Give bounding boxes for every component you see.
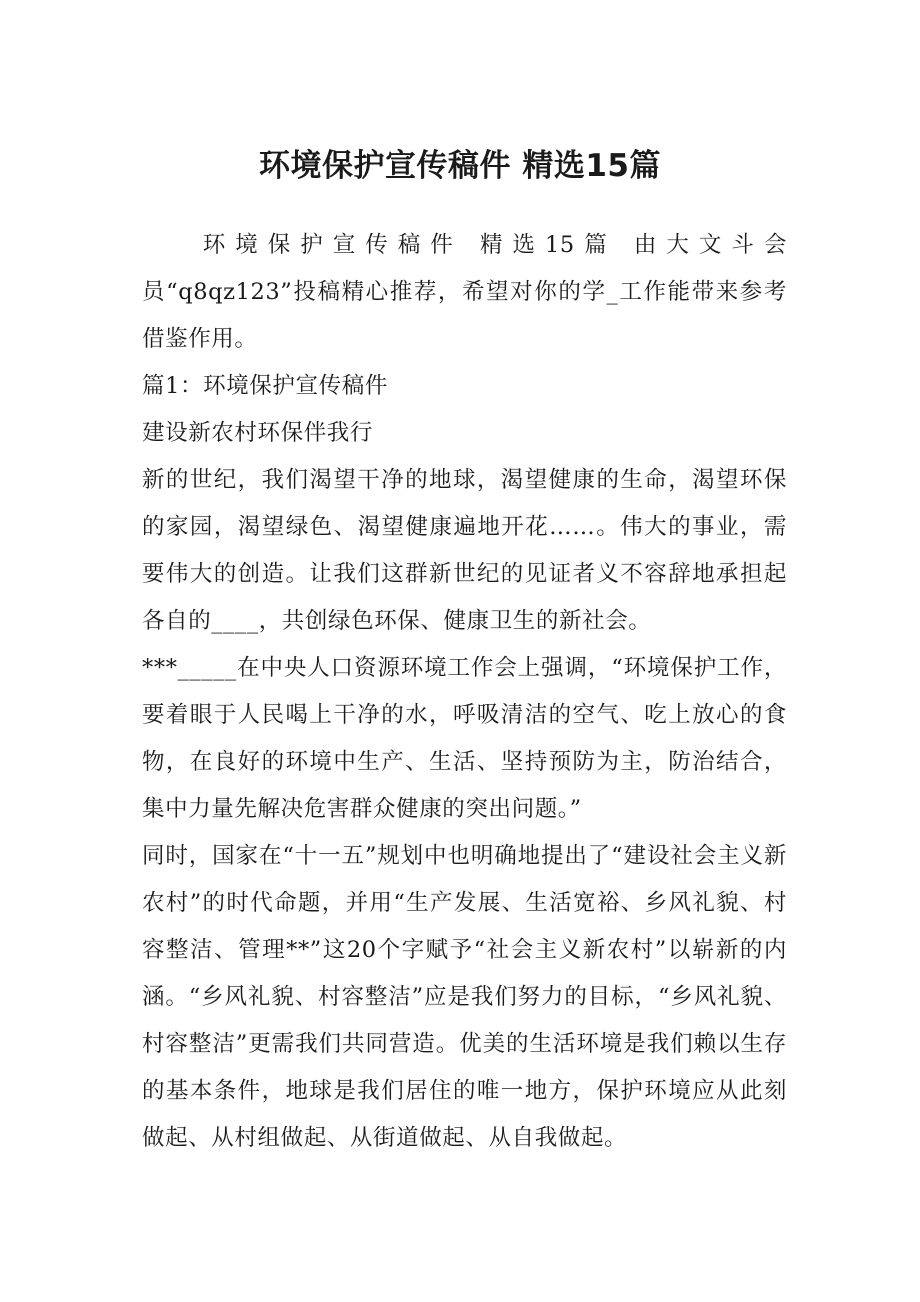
article-subtitle: 建设新农村环保伴我行 — [142, 420, 374, 446]
body-paragraph: 同时，国家在“十一五”规划中也明确地提出了“建设社会主义新农村”的时代命题，并用“生产发展、生活宽裕、乡风礼貌、村容整洁、管理**”这20个字赋予“社会主义新农村”以崭新的内涵。“乡风礼貌、村容整洁”应是我们努力的目标，“乡风礼貌、村容整洁”更需我们共同营造。优美的生活环境是我们赖以生存的基本条件，地球是我们居住的唯一地方，保护环境应从此刻做起、从村组做起、从街道做起、从自我做起。 — [142, 843, 787, 1151]
intro-paragraph: 环境保护宣传稿件 精选15篇 由大文斗会员“q8qz123”投稿精心推荐，希望对你的学_工作能带来参考借鉴作用。 — [142, 232, 787, 352]
body-paragraph: ***_____在中央人口资源环境工作会上强调，“环境保护工作，要着眼于人民喝上干净的水，呼吸清洁的空气、吃上放心的食物，在良好的环境中生产、生活、坚持预防为主，防治结合，集中力量先解决危害群众健康的突出问题。” — [142, 655, 787, 822]
document-title: 环境保护宣传稿件 精选15篇 — [259, 148, 661, 184]
body-paragraph: 新的世纪，我们渴望干净的地球，渴望健康的生命，渴望环保的家园，渴望绿色、渴望健康遍地开花……。伟大的事业，需要伟大的创造。让我们这群新世纪的见证者义不容辞地承担起各自的____，共创绿色环保、健康卫生的新社会。 — [142, 467, 787, 634]
document-body — [142, 222, 787, 1162]
section-heading: 篇1：环境保护宣传稿件 — [142, 373, 388, 399]
